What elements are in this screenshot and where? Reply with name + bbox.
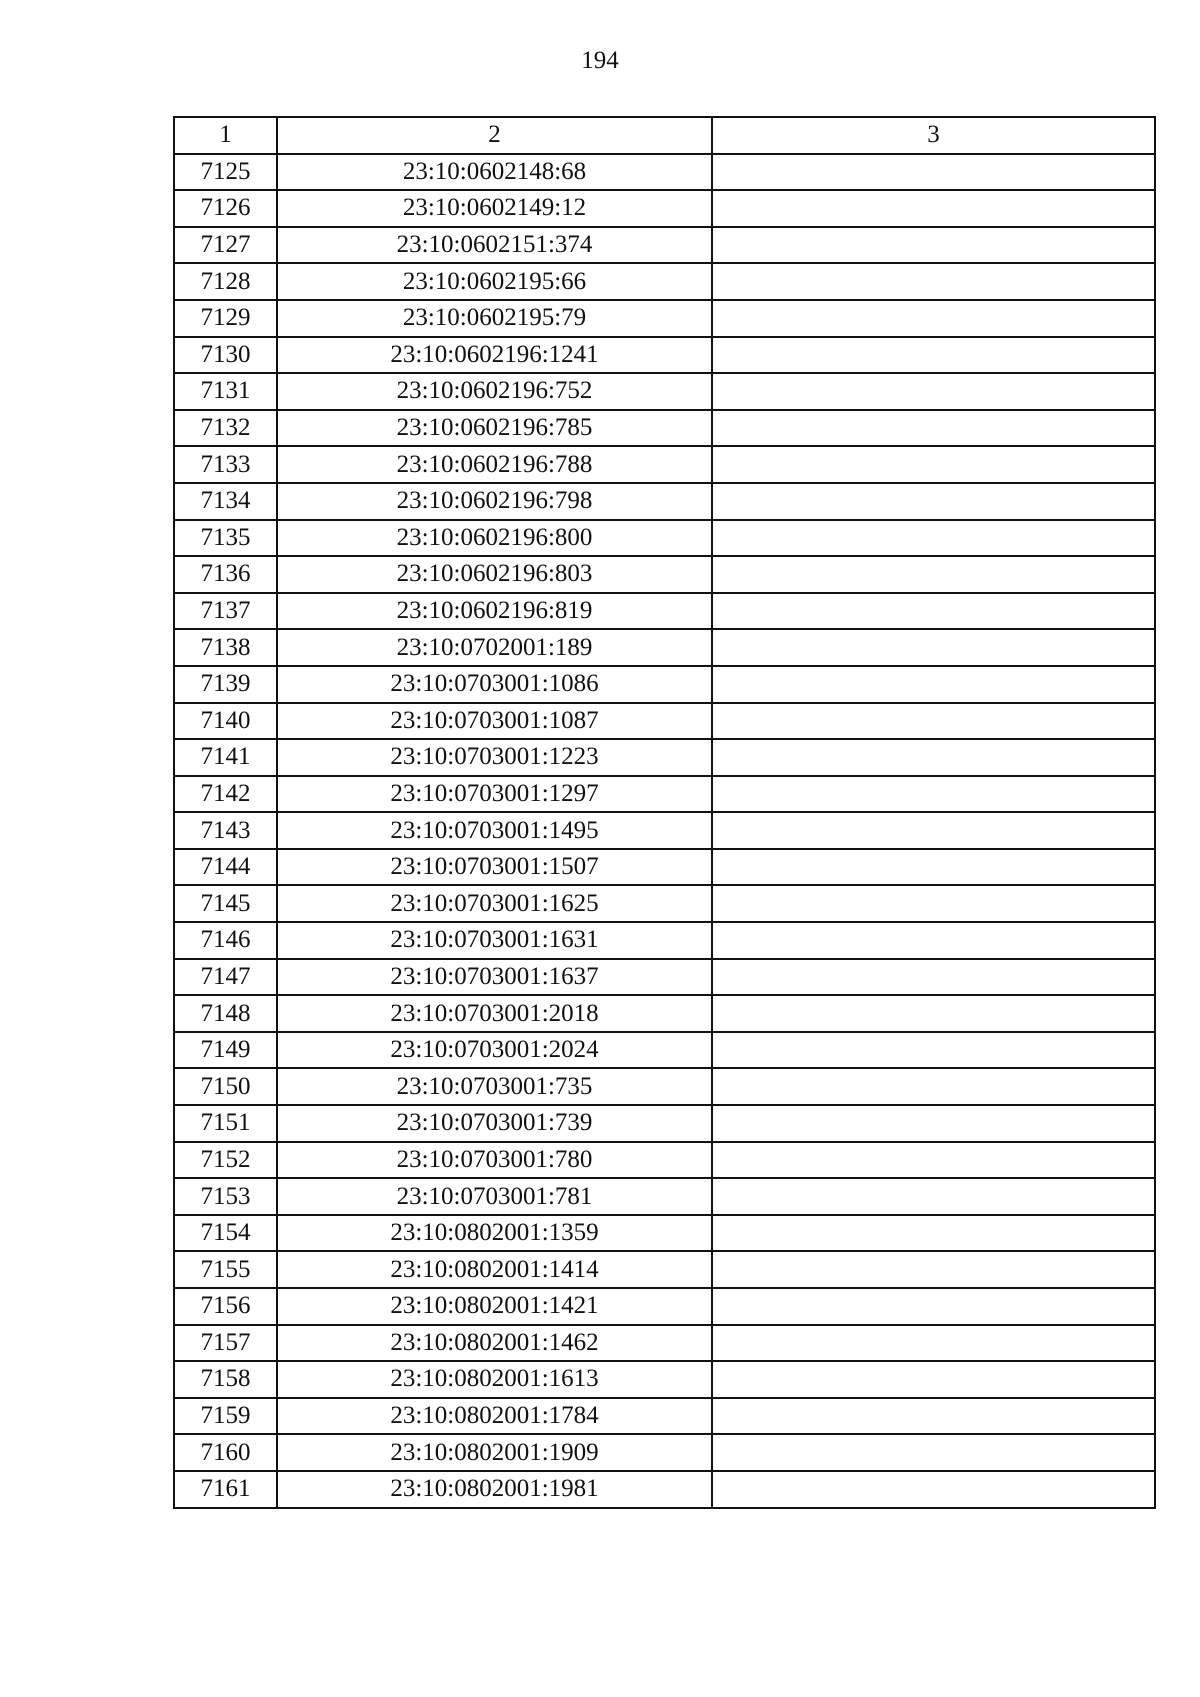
cadastral-number-cell: 23:10:0802001:1421	[277, 1288, 712, 1325]
cadastral-number-cell: 23:10:0703001:1637	[277, 959, 712, 996]
cadastral-number-cell: 23:10:0802001:1613	[277, 1361, 712, 1398]
table-row	[174, 593, 1155, 630]
cadastral-number-cell: 23:10:0602196:798	[277, 483, 712, 520]
table-row	[174, 154, 1155, 191]
row-number-cell: 7161	[174, 1471, 277, 1508]
notes-cell	[712, 337, 1155, 374]
row-number-cell: 7143	[174, 812, 277, 849]
table-row	[174, 849, 1155, 886]
table-row	[174, 556, 1155, 593]
table-row	[174, 263, 1155, 300]
cadastral-number-cell: 23:10:0703001:2018	[277, 995, 712, 1032]
notes-cell	[712, 959, 1155, 996]
row-number-cell: 7137	[174, 593, 277, 630]
notes-cell	[712, 1325, 1155, 1362]
cadastral-number-cell: 23:10:0602196:788	[277, 446, 712, 483]
table-row	[174, 446, 1155, 483]
table-row	[174, 337, 1155, 374]
notes-cell	[712, 300, 1155, 337]
cadastral-number-cell: 23:10:0602149:12	[277, 190, 712, 227]
cadastral-number-cell: 23:10:0703001:1223	[277, 739, 712, 776]
notes-cell	[712, 1361, 1155, 1398]
row-number-cell: 7154	[174, 1215, 277, 1252]
cadastral-number-cell: 23:10:0703001:1297	[277, 776, 712, 813]
row-number-cell: 7135	[174, 520, 277, 557]
notes-cell	[712, 885, 1155, 922]
row-number-cell: 7127	[174, 227, 277, 264]
row-number-cell: 7133	[174, 446, 277, 483]
row-number-cell: 7156	[174, 1288, 277, 1325]
notes-cell	[712, 1288, 1155, 1325]
notes-cell	[712, 703, 1155, 740]
notes-cell	[712, 995, 1155, 1032]
cadastral-number-cell: 23:10:0703001:780	[277, 1142, 712, 1179]
row-number-cell: 7139	[174, 666, 277, 703]
notes-cell	[712, 1398, 1155, 1435]
table-row	[174, 1434, 1155, 1471]
table-row	[174, 922, 1155, 959]
cadastral-number-cell: 23:10:0602196:800	[277, 520, 712, 557]
table-row	[174, 373, 1155, 410]
notes-cell	[712, 629, 1155, 666]
cadastral-table	[173, 116, 1156, 1509]
table-row	[174, 1361, 1155, 1398]
cadastral-number-cell: 23:10:0703001:2024	[277, 1032, 712, 1069]
table-row	[174, 1068, 1155, 1105]
notes-cell	[712, 373, 1155, 410]
header-row	[174, 117, 1155, 154]
row-number-cell: 7144	[174, 849, 277, 886]
table-row	[174, 520, 1155, 557]
table-row	[174, 1142, 1155, 1179]
row-number-cell: 7155	[174, 1251, 277, 1288]
row-number-cell: 7147	[174, 959, 277, 996]
notes-cell	[712, 410, 1155, 447]
cadastral-number-cell: 23:10:0602196:785	[277, 410, 712, 447]
notes-cell	[712, 922, 1155, 959]
cadastral-number-cell: 23:10:0702001:189	[277, 629, 712, 666]
cadastral-number-cell: 23:10:0602196:803	[277, 556, 712, 593]
row-number-cell: 7151	[174, 1105, 277, 1142]
row-number-cell: 7141	[174, 739, 277, 776]
header-cell-3: 3	[712, 117, 1155, 154]
cadastral-number-cell: 23:10:0802001:1909	[277, 1434, 712, 1471]
notes-cell	[712, 154, 1155, 191]
row-number-cell: 7138	[174, 629, 277, 666]
table-row	[174, 1471, 1155, 1508]
row-number-cell: 7140	[174, 703, 277, 740]
row-number-cell: 7152	[174, 1142, 277, 1179]
cadastral-number-cell: 23:10:0602196:819	[277, 593, 712, 630]
cadastral-number-cell: 23:10:0703001:739	[277, 1105, 712, 1142]
cadastral-number-cell: 23:10:0802001:1359	[277, 1215, 712, 1252]
notes-cell	[712, 1068, 1155, 1105]
row-number-cell: 7157	[174, 1325, 277, 1362]
cadastral-number-cell: 23:10:0703001:1086	[277, 666, 712, 703]
row-number-cell: 7159	[174, 1398, 277, 1435]
notes-cell	[712, 739, 1155, 776]
row-number-cell: 7145	[174, 885, 277, 922]
row-number-cell: 7128	[174, 263, 277, 300]
notes-cell	[712, 263, 1155, 300]
table-row	[174, 1288, 1155, 1325]
cadastral-number-cell: 23:10:0703001:735	[277, 1068, 712, 1105]
cadastral-number-cell: 23:10:0602196:752	[277, 373, 712, 410]
table-row	[174, 629, 1155, 666]
table-row	[174, 1215, 1155, 1252]
notes-cell	[712, 849, 1155, 886]
row-number-cell: 7149	[174, 1032, 277, 1069]
notes-cell	[712, 1178, 1155, 1215]
cadastral-number-cell: 23:10:0802001:1414	[277, 1251, 712, 1288]
notes-cell	[712, 1105, 1155, 1142]
table-row	[174, 959, 1155, 996]
table-row	[174, 1178, 1155, 1215]
notes-cell	[712, 1434, 1155, 1471]
table-row	[174, 739, 1155, 776]
table-row	[174, 666, 1155, 703]
row-number-cell: 7126	[174, 190, 277, 227]
notes-cell	[712, 1471, 1155, 1508]
row-number-cell: 7125	[174, 154, 277, 191]
row-number-cell: 7134	[174, 483, 277, 520]
table-row	[174, 410, 1155, 447]
table-row	[174, 1032, 1155, 1069]
notes-cell	[712, 776, 1155, 813]
cadastral-number-cell: 23:10:0703001:1507	[277, 849, 712, 886]
header-cell-1: 1	[174, 117, 277, 154]
row-number-cell: 7136	[174, 556, 277, 593]
row-number-cell: 7148	[174, 995, 277, 1032]
row-number-cell: 7130	[174, 337, 277, 374]
table-row	[174, 190, 1155, 227]
cadastral-number-cell: 23:10:0602151:374	[277, 227, 712, 264]
header-cell-2: 2	[277, 117, 712, 154]
notes-cell	[712, 1215, 1155, 1252]
table-row	[174, 1325, 1155, 1362]
table-row	[174, 300, 1155, 337]
notes-cell	[712, 520, 1155, 557]
page-number: 194	[581, 47, 619, 74]
cadastral-number-cell: 23:10:0802001:1462	[277, 1325, 712, 1362]
table-row	[174, 703, 1155, 740]
notes-cell	[712, 483, 1155, 520]
cadastral-number-cell: 23:10:0602148:68	[277, 154, 712, 191]
table-row	[174, 885, 1155, 922]
cadastral-number-cell: 23:10:0703001:1631	[277, 922, 712, 959]
table-header	[174, 117, 1155, 154]
row-number-cell: 7142	[174, 776, 277, 813]
cadastral-number-cell: 23:10:0602196:1241	[277, 337, 712, 374]
row-number-cell: 7132	[174, 410, 277, 447]
notes-cell	[712, 556, 1155, 593]
cadastral-number-cell: 23:10:0703001:1087	[277, 703, 712, 740]
cadastral-number-cell: 23:10:0602195:79	[277, 300, 712, 337]
row-number-cell: 7146	[174, 922, 277, 959]
notes-cell	[712, 1251, 1155, 1288]
notes-cell	[712, 1032, 1155, 1069]
table-row	[174, 1251, 1155, 1288]
cadastral-number-cell: 23:10:0703001:1625	[277, 885, 712, 922]
row-number-cell: 7129	[174, 300, 277, 337]
notes-cell	[712, 812, 1155, 849]
cadastral-number-cell: 23:10:0703001:1495	[277, 812, 712, 849]
cadastral-number-cell: 23:10:0703001:781	[277, 1178, 712, 1215]
table-body	[174, 154, 1155, 1508]
table-row	[174, 483, 1155, 520]
table-row	[174, 812, 1155, 849]
notes-cell	[712, 1142, 1155, 1179]
table-row	[174, 995, 1155, 1032]
row-number-cell: 7160	[174, 1434, 277, 1471]
notes-cell	[712, 666, 1155, 703]
row-number-cell: 7153	[174, 1178, 277, 1215]
notes-cell	[712, 227, 1155, 264]
notes-cell	[712, 446, 1155, 483]
table-row	[174, 1105, 1155, 1142]
notes-cell	[712, 593, 1155, 630]
cadastral-number-cell: 23:10:0602195:66	[277, 263, 712, 300]
table-row	[174, 776, 1155, 813]
cadastral-number-cell: 23:10:0802001:1981	[277, 1471, 712, 1508]
table-row	[174, 227, 1155, 264]
row-number-cell: 7131	[174, 373, 277, 410]
row-number-cell: 7150	[174, 1068, 277, 1105]
row-number-cell: 7158	[174, 1361, 277, 1398]
notes-cell	[712, 190, 1155, 227]
table-row	[174, 1398, 1155, 1435]
cadastral-number-cell: 23:10:0802001:1784	[277, 1398, 712, 1435]
